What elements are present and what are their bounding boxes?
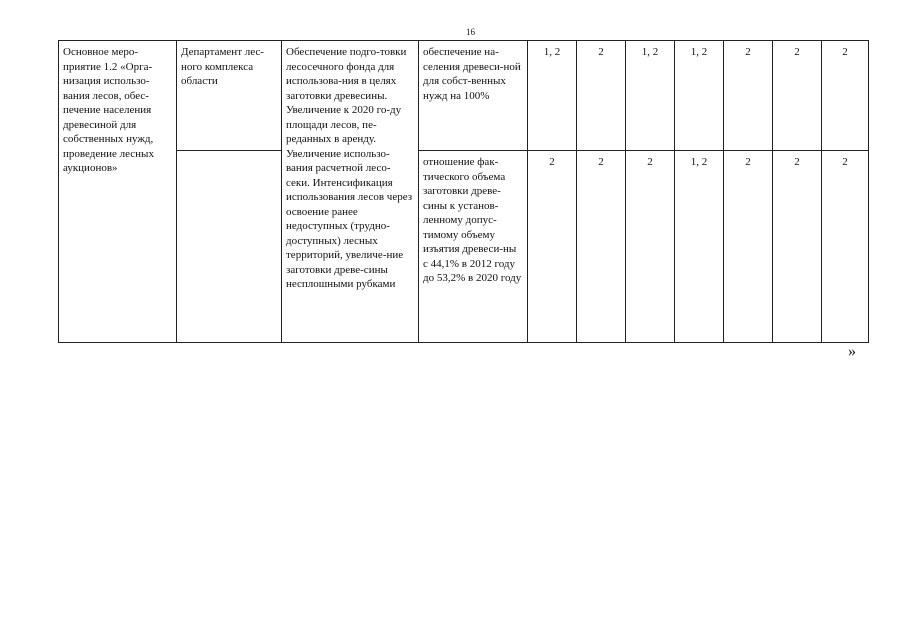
indicator-cell-2: отношение фак-тического объема заготовки древе-сины к установ-ленному допус-тимому объему изъятия древеси-ны с 44,1% в 2012 году до 53,2% в 2020 году xyxy=(419,151,528,343)
value-cell: 2 xyxy=(822,41,869,151)
value-cell: 2 xyxy=(822,151,869,343)
value-cell: 1, 2 xyxy=(626,41,675,151)
table-row xyxy=(59,41,869,151)
closing-quote: » xyxy=(848,343,856,360)
value-cell: 2 xyxy=(528,151,577,343)
value-cell: 2 xyxy=(773,41,822,151)
indicator-cell-1: обеспечение на-селения древеси-ной для собст-венных нужд на 100% xyxy=(419,41,528,151)
executor-empty-cell xyxy=(177,151,282,343)
value-cell: 2 xyxy=(724,41,773,151)
table-row xyxy=(59,151,869,343)
expected-results-cell xyxy=(282,41,419,343)
value-cell: 2 xyxy=(724,151,773,343)
executor-cell: Департамент лес-ного комплекса области xyxy=(177,41,282,151)
value-cell: 2 xyxy=(577,41,626,151)
expected-results-text: Обеспечение подго-товки лесосечного фонда для использова-ния в целях заготовки древесины. Увеличение к 2020 го-ду площади лесов, пе-реданных в аренду. Увеличение использо-вания расчетной лесо-секи. Интенсификация использования лесов через освоение ранее недоступных (трудно-доступных) лесных территорий, увеличе-ние заготовки древе-сины несплошными рубками xyxy=(286,46,413,290)
program-table xyxy=(58,40,869,343)
page-number: 16 xyxy=(466,27,475,37)
value-cell: 1, 2 xyxy=(675,41,724,151)
value-cell: 1, 2 xyxy=(675,151,724,343)
value-cell: 2 xyxy=(626,151,675,343)
value-cell: 2 xyxy=(773,151,822,343)
measure-cell: Основное меро-приятие 1.2 «Орга-низация использо-вания лесов, обес-печение населения древесиной для собственных нужд, проведение лесных аукционов» xyxy=(59,41,177,343)
value-cell: 1, 2 xyxy=(528,41,577,151)
value-cell: 2 xyxy=(577,151,626,343)
